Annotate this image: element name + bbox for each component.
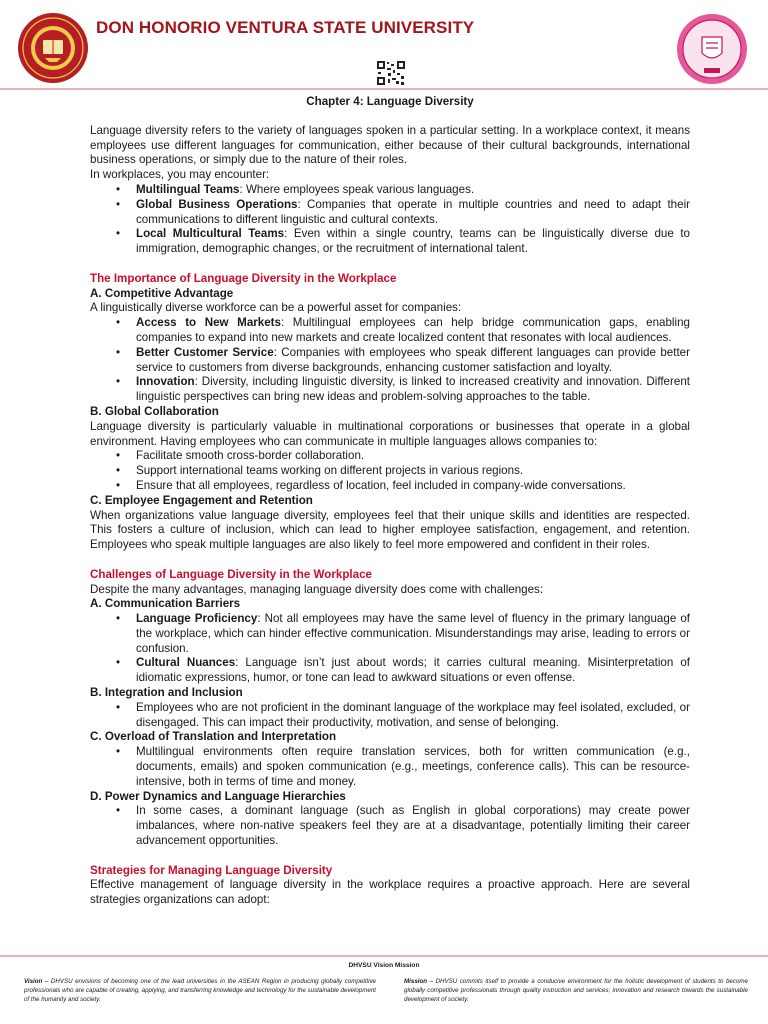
subheading-global-collaboration: B. Global Collaboration <box>90 404 219 418</box>
subheading-communication-barriers: A. Communication Barriers <box>90 597 241 611</box>
university-name: DON HONORIO VENTURA STATE UNIVERSITY <box>96 18 475 37</box>
power-dynamics-list <box>112 804 690 848</box>
header-divider <box>0 88 768 90</box>
list-item: • Multilingual environments often require translation services, both for written communication (e.g., documents, emails) and spoken communication (e.g., meetings, conference calls). This can be resource-intensive, both in terms of time and money. <box>112 745 690 789</box>
subheading-translation-overload: C. Overload of Translation and Interpretation <box>90 730 337 744</box>
global-collaboration-text: Language diversity is particularly valuable in multinational corporations or businesses that operate in a global environment. Having employees who can communicate in multiple languages allows companies to: <box>90 419 690 448</box>
college-seal-icon <box>676 13 748 85</box>
list-item: • Access to New Markets: Multilingual employees can help bridge communication gaps, enabling companies to expand into new markets and create localized content that resonates with local audiences. <box>112 316 690 346</box>
list-item: • Ensure that all employees, regardless of location, feel included in company-wide conversations. <box>112 479 690 494</box>
chapter-title: Chapter 4: Language Diversity <box>306 95 474 108</box>
communication-barriers-list <box>112 612 690 686</box>
list-item: • Cultural Nuances: Language isn’t just about words; it carries cultural meaning. Misinterpretation of idiomatic expressions, humor, or tone can lead to awkward situations or even offense. <box>112 656 690 686</box>
list-item: • Global Business Operations: Companies that operate in multiple countries and need to adapt their communications to different linguistic and cultural contexts. <box>112 198 690 228</box>
footer-divider <box>0 955 768 957</box>
intro-lead: In workplaces, you may encounter: <box>90 168 270 182</box>
list-item: • Support international teams working on different projects in various regions. <box>112 464 690 479</box>
list-item: • Facilitate smooth cross-border collaboration. <box>112 449 690 464</box>
mission-statement: Mission – DHVSU commits itself to provide a conducive environment for the holistic development of students to become globally competitive professionals through quality instruction and services; innovation and research towards the sustainable development of society. <box>404 978 748 1003</box>
document-body <box>90 95 690 908</box>
intro-list <box>112 183 690 257</box>
page-header <box>0 0 768 90</box>
strategies-text: Effective management of language diversity in the workplace requires a proactive approach. Here are several strategies organizations can adopt: <box>90 878 690 907</box>
challenges-lead: Despite the many advantages, managing language diversity does come with challenges: <box>90 582 544 596</box>
subheading-power-dynamics: D. Power Dynamics and Language Hierarchies <box>90 789 346 803</box>
list-item: • In some cases, a dominant language (such as English in global corporations) may create power imbalances, where non-native speakers feel they are at a disadvantage, potentially limiting their career advancement opportunities. <box>112 804 690 848</box>
list-item: • Better Customer Service: Companies with employees who speak different languages can provide better service to customers from diverse backgrounds, enhancing customer satisfaction and loyalty. <box>112 346 690 376</box>
engagement-text: When organizations value language diversity, employees feel that their unique skills and identities are respected. This fosters a culture of inclusion, which can lead to higher employee satisfaction, engagement, and retention. Employees who speak multiple languages are also likely to feel more empowered and confident in their roles. <box>90 508 690 552</box>
section-heading-challenges: Challenges of Language Diversity in the Workplace <box>90 567 372 581</box>
footer-title: DHVSU Vision Mission <box>348 962 420 969</box>
subheading-competitive-advantage: A. Competitive Advantage <box>90 286 234 300</box>
list-item: • Employees who are not proficient in the dominant language of the workplace may feel isolated, excluded, or disengaged. This can impact their productivity, motivation, and sense of belonging. <box>112 701 690 731</box>
section-heading-strategies: Strategies for Managing Language Diversity <box>90 863 333 877</box>
list-item: • Innovation: Diversity, including linguistic diversity, is linked to increased creativity and innovation. Different linguistic perspectives can bring new ideas and problem-solving approaches to the table. <box>112 375 690 405</box>
global-collaboration-list <box>112 449 690 493</box>
competitive-list <box>112 316 690 405</box>
list-item: • Multilingual Teams: Where employees speak various languages. <box>112 183 690 198</box>
vision-statement: Vision – DHVSU envisions of becoming one of the lead universities in the ASEAN Region in producing globally competitive professionals who are capable of creating, applying, and transferring knowledge and technology for the sustainable development of the humanity and society. <box>24 978 376 1003</box>
intro-paragraph: Language diversity refers to the variety of languages spoken in a particular setting. In a workplace context, it means employees use different languages for communication, either because of their cultural backgrounds, international business operations, or simply due to the nature of their roles. <box>90 123 690 167</box>
list-item: • Local Multicultural Teams: Even within a single country, teams can be linguistically diverse due to immigration, demographic changes, or the recruitment of international talent. <box>112 227 690 257</box>
subheading-integration: B. Integration and Inclusion <box>90 686 243 700</box>
section-heading-importance: The Importance of Language Diversity in the Workplace <box>90 271 397 285</box>
subheading-engagement: C. Employee Engagement and Retention <box>90 493 313 507</box>
list-item: • Language Proficiency: Not all employees may have the same level of fluency in the primary language of the workplace, which can hinder effective communication. Misunderstandings may arise, leading to errors or confusion. <box>112 612 690 656</box>
competitive-lead: A linguistically diverse workforce can be a powerful asset for companies: <box>90 301 462 315</box>
integration-list <box>112 701 690 731</box>
dhvsu-seal-icon <box>17 12 89 84</box>
translation-list <box>112 745 690 789</box>
qr-code-icon <box>376 60 406 86</box>
